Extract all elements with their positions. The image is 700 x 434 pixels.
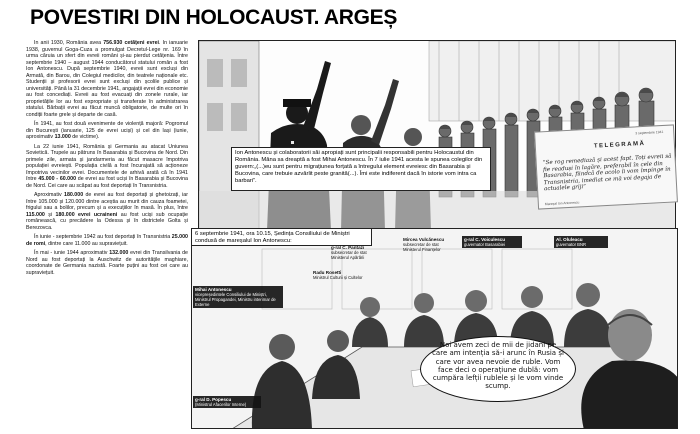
text-run: În 1941, au fost două evenimente de violență majoră: Pogromul din București (ianuarie, 125 de evrei uciși) și cel din Iași (iunie, aproximativ bbox=[26, 121, 188, 140]
text-run: evrei din Transilvania de Nord au fost deportați la Auschwitz de autoritățile maghiare, coordonate de Germania nazistă. Foarte puțini au fost cei care au supraviețuit. bbox=[26, 250, 188, 276]
person-name: C. Pantazi bbox=[342, 245, 365, 250]
text-run: și bbox=[44, 211, 56, 218]
text-run: , dintre care 11.000 au supraviețuit. bbox=[45, 240, 128, 247]
article-paragraph bbox=[26, 234, 188, 247]
bold-figure: 756.930 cetățeni evrei bbox=[103, 40, 160, 46]
text-run: La 22 iunie 1941, România și Germania au atacat Uniunea Sovietică. Trupele au pătruns în Basarabia și Bucovina de Nord. Din primele zile, armata și jandarmeria au făcut masacre împotriva populației evreiești. Populația civilă a fost încurajată să acționeze împotriva vecinilor evrei. Documentele de arhivă arată că în 1941 între bbox=[26, 143, 188, 182]
telegram-title: TELEGRAMĂ bbox=[593, 140, 646, 150]
person-role: (Ministrul Afacerilor Interne) bbox=[195, 402, 247, 407]
caption-antonescu: Ion Antonescu și colaboratorii săi apropiați sunt principalii responsabili pentru Holocaustul din România. Mâna sa dreaptă a fost Mihai Antonescu. În 7 iulie 1941 acesta le spunea colegilor din guvern:„(...)eu sunt pentru migrațiunea forțată a întregului element evreiesc din Basarabia și Bucovina, care trebuie azvârlit peste granită(...). Îmi este indiferent dacă în istorie vom intra ca barbari”. bbox=[231, 147, 491, 191]
text-run: În iunie - septembrie 1942 au fost deportați în Transnistria bbox=[34, 234, 172, 240]
text-run: Aproximativ bbox=[34, 192, 64, 198]
speech-bubble bbox=[420, 336, 576, 402]
text-run: În anii 1930, România avea bbox=[34, 40, 104, 46]
article-text bbox=[26, 40, 188, 426]
person-prefix: g-ral bbox=[331, 245, 341, 250]
speech-text: Noi avem zeci de mii de jidani pe care am intenția să-i arunc în Rusia și care vor avea nevoie de ruble. Vom face deci o operațiune dublă: vom cumpăra lefții rublele și le vom vinde scump. bbox=[432, 341, 564, 391]
person-role: subsecretar de stat Ministerul Finanțelor bbox=[403, 242, 441, 252]
council-illustration bbox=[192, 229, 678, 429]
article-paragraph bbox=[26, 121, 188, 141]
text-run: de evrei au fost deportați și ghetoizați, iar între 105.000 și 120.000 dintre aceștia au murit din cauza foametei, frigului sau a bolilor, precum și a execuțiilor în masă. În plus, între bbox=[26, 192, 188, 211]
person-name: C. Voiculescu bbox=[475, 237, 506, 242]
person-role: Ministrul Culturii și Cultelor bbox=[313, 275, 363, 280]
telegram-date: 3 septembrie 1941 bbox=[635, 129, 664, 136]
bold-figure: 180.000 evrei ucraineni bbox=[55, 211, 118, 218]
article-paragraph bbox=[26, 250, 188, 276]
bold-figure: 13.000 bbox=[54, 134, 71, 140]
text-run: de evrei au fost uciși în Basarabia și Bucovina de Nord. Cei care au scăpat au fost deportați în Transnistria. bbox=[26, 176, 188, 189]
text-run: . În ianuarie 1938, guvernul Goga-Cuza a promulgat Decretul-Lege nr. 169 în urma căruia un sfert din evreii români și-au pierdut cetățenia. Între septembrie 1940 – august 1944 conducătorul statului român a fost Ion Antonescu. După septembrie 1940, evreii sunt excluși din Armată, din Barou, din Colegiul medicilor, din teatrele naționale etc. Studenții și profesorii evrei sunt excluși din școlile publice și universități. Până la 31 decembrie 1941, angajații evrei din economie au fost concediați. Evreii au fost evacuați din zonele rurale, iar proprietățile lor au fost expropriate și transferate în administrarea statului. Bărbații evrei au făcut muncă obligatorie, de multe ori în condiții foarte grele și departe de casă. bbox=[26, 40, 188, 118]
bold-figure: 115.000 bbox=[26, 211, 45, 218]
person-role: guvernator BNR bbox=[556, 242, 587, 247]
name-label-oluleacu bbox=[554, 236, 608, 248]
article-paragraph bbox=[26, 192, 188, 231]
bold-figure: 45.000 - 60.000 bbox=[38, 176, 77, 182]
person-prefix: g-ral bbox=[464, 237, 474, 242]
telegram-body: “Se rog remediază și acest fapt. Toți evreii să fie readuși în lagăre, preferabil în cele din Basarabia, fiindcă de acolo îi vom împinge în Transnistria, imediat ce mă voi degaja de actualele griji” bbox=[542, 153, 672, 193]
article-paragraph bbox=[26, 40, 188, 118]
person-name: D. Popescu bbox=[206, 397, 232, 402]
comic-panel-council bbox=[191, 228, 678, 429]
person-name: Al. Oluleacu bbox=[556, 237, 583, 242]
bold-figure: 132.000 bbox=[109, 250, 129, 256]
name-label-pantazi bbox=[329, 244, 381, 261]
bold-figure: 25.000 de romi bbox=[26, 234, 188, 247]
person-name: Radu Rosetti bbox=[313, 270, 342, 275]
page-title: POVESTIRI DIN HOLOCAUST. ARGEȘ bbox=[30, 6, 398, 29]
name-label-voiculescu bbox=[462, 236, 522, 248]
bold-figure: 180.000 bbox=[64, 192, 84, 198]
person-name: Mihai Antonescu bbox=[195, 287, 232, 292]
person-role: guvernator Basarabiei bbox=[464, 242, 505, 247]
person-prefix: g-ral bbox=[195, 397, 205, 402]
name-label-rosetti bbox=[311, 269, 377, 281]
caption-council: 6 septembrie 1941, ora 10.15, Ședința Consiliului de Miniștri condusă de mareșalul Ion Antonescu: bbox=[191, 228, 372, 246]
name-label-vulcanescu bbox=[401, 236, 459, 253]
article-paragraph bbox=[26, 144, 188, 190]
telegram-document bbox=[534, 124, 678, 209]
text-run: În mai - iunie 1944 aproximativ bbox=[34, 250, 110, 256]
person-role: vicepreședintele Consiliului de Miniștri, Ministrul Propagandei, Ministru interimar de Externe bbox=[195, 292, 276, 307]
name-label-mihai-antonescu bbox=[193, 286, 283, 308]
person-name: Mircea Vulcănescu bbox=[403, 237, 445, 242]
person-role: subsecretar de stat Ministerul Apărării bbox=[331, 250, 367, 260]
telegram-signature: Mareșal Ion Antonescu bbox=[544, 200, 580, 207]
name-label-popescu bbox=[193, 396, 261, 408]
text-run: de victime). bbox=[70, 134, 100, 140]
text-run: au fost uciși sub ocupație românească, cu precădere la Odessa și în districtele Golta și Berezovca. bbox=[26, 211, 188, 231]
